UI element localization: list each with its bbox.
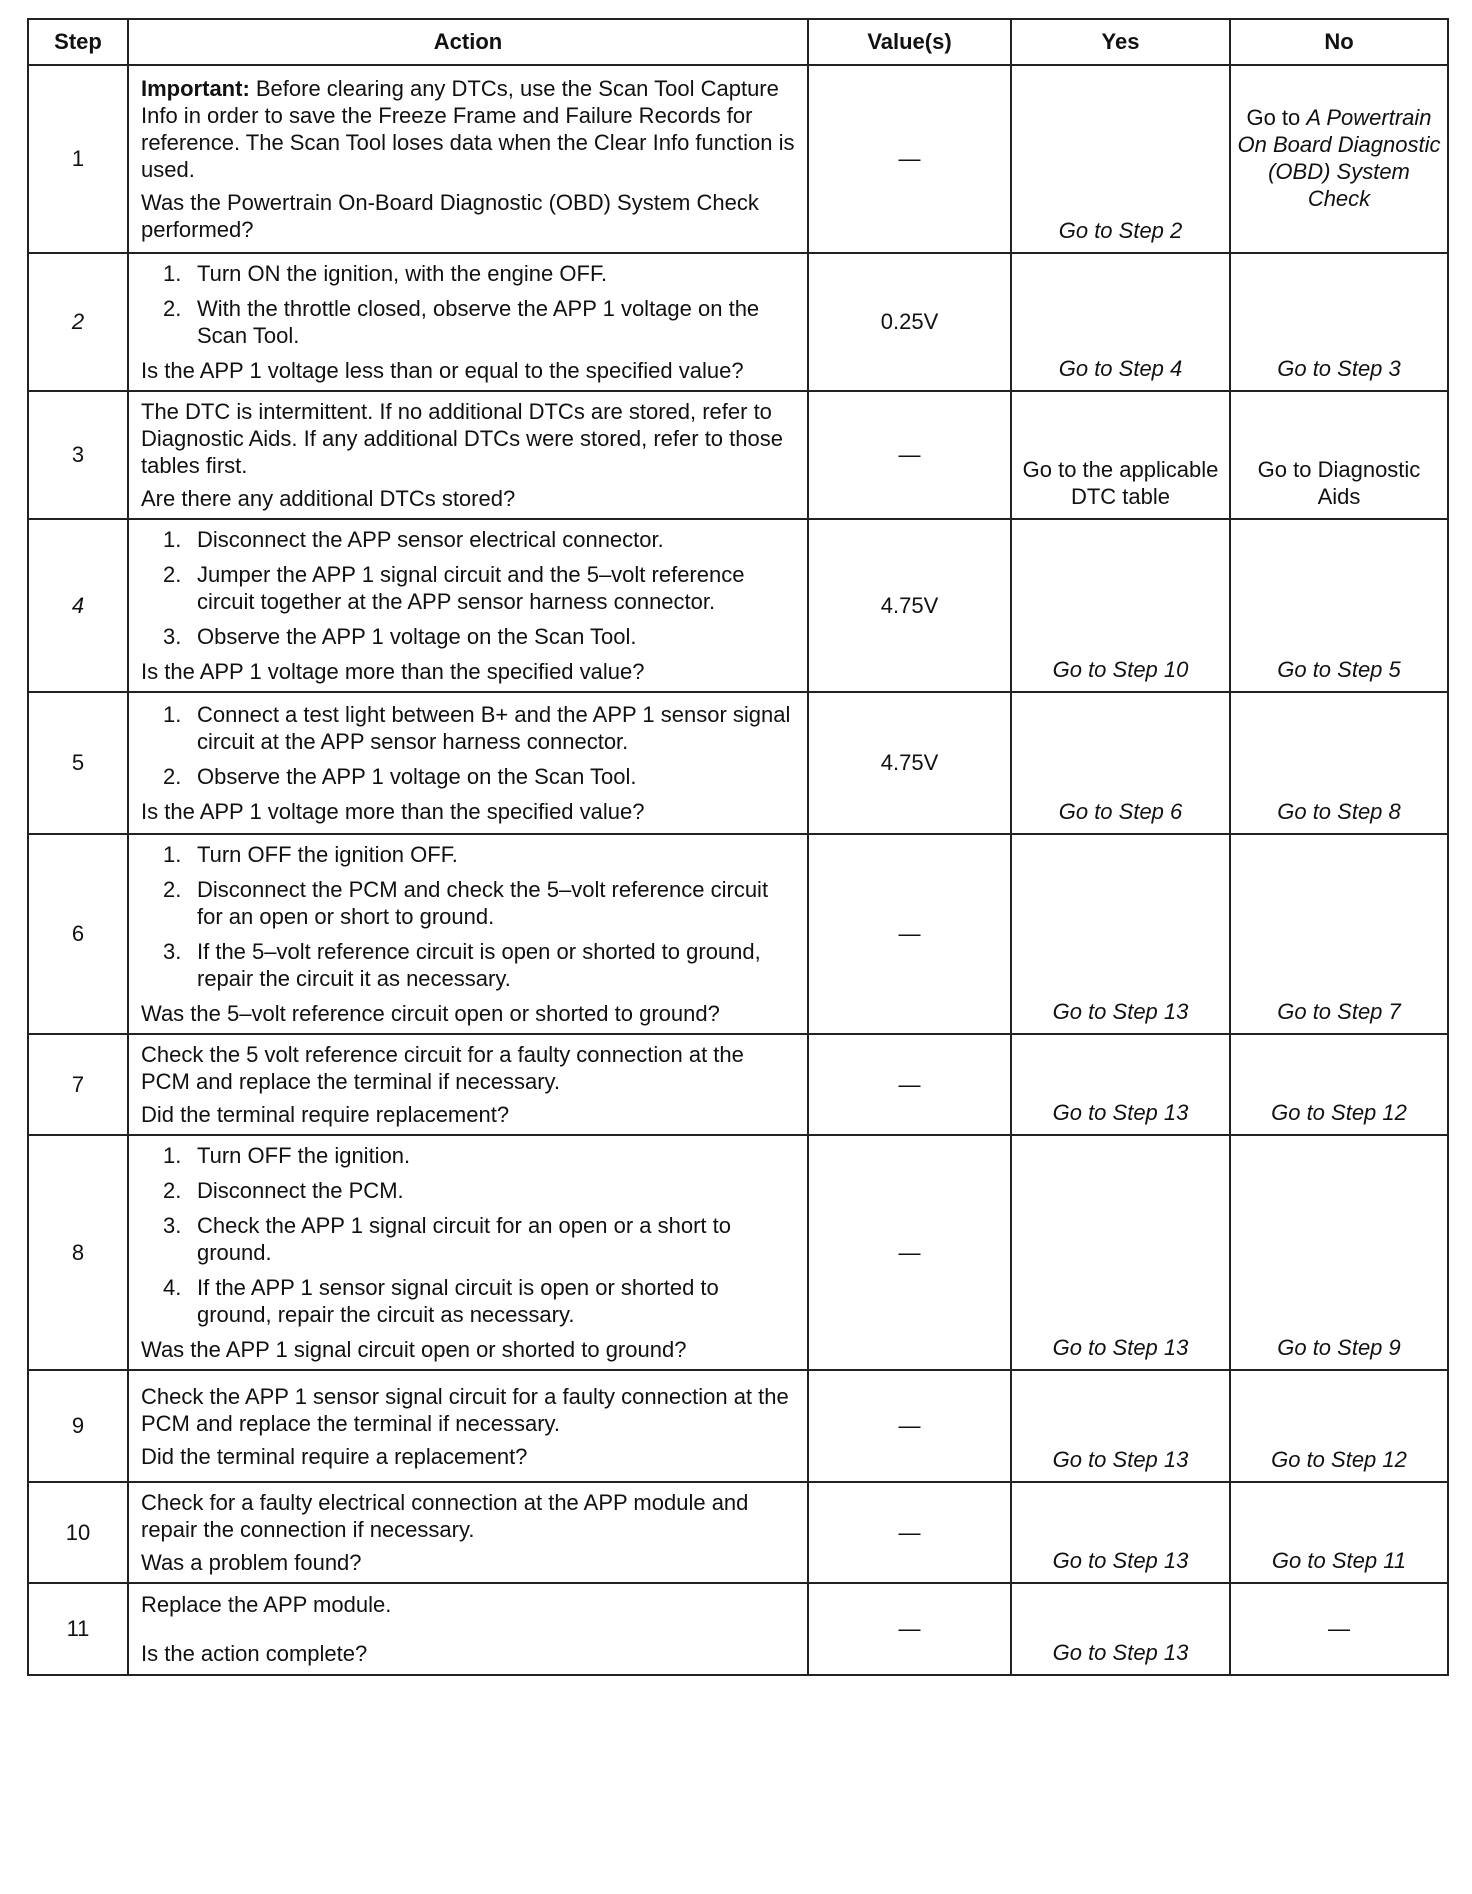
- yes-cell: Go to Step 6: [1011, 692, 1230, 834]
- no-cell: Go to Diagnostic Aids: [1230, 391, 1448, 519]
- no-cell: Go to Step 12: [1230, 1034, 1448, 1135]
- step-number: 11: [28, 1583, 128, 1675]
- step-number: 2: [28, 253, 128, 391]
- step-number: 1: [28, 65, 128, 253]
- step-number: 7: [28, 1034, 128, 1135]
- action-step: 2. With the throttle closed, observe the APP 1 voltage on the Scan Tool.: [163, 296, 760, 348]
- table-row: [28, 391, 1448, 519]
- step-number: 10: [28, 1482, 128, 1583]
- action-steps: [141, 526, 795, 650]
- action-cell: [128, 1583, 808, 1675]
- yes-cell: Go to Step 2: [1011, 65, 1230, 253]
- action-cell: [128, 65, 808, 253]
- action-intro: [141, 75, 795, 183]
- action-question: Did the terminal require replacement?: [141, 1102, 510, 1127]
- action-cell: [128, 834, 808, 1034]
- action-cell: [128, 1370, 808, 1482]
- action-question: Was a problem found?: [141, 1550, 362, 1575]
- action-cell: [128, 253, 808, 391]
- no-cell: Go to Step 3: [1230, 253, 1448, 391]
- action-steps: [141, 260, 795, 349]
- action-intro: Check for a faulty electrical connection at the APP module and repair the connection if necessary.: [141, 1490, 749, 1542]
- action-question: Did the terminal require a replacement?: [141, 1443, 528, 1469]
- action-step: 2. Observe the APP 1 voltage on the Scan Tool.: [163, 764, 637, 789]
- value-cell: —: [808, 1135, 1011, 1370]
- no-cell: Go to Step 11: [1230, 1482, 1448, 1583]
- yes-cell: Go to Step 4: [1011, 253, 1230, 391]
- header-row: [28, 19, 1448, 65]
- action-steps: [141, 841, 795, 992]
- table-row: [28, 65, 1448, 253]
- step-number: 3: [28, 391, 128, 519]
- header-step: Step: [28, 19, 128, 65]
- table-row: [28, 834, 1448, 1034]
- action-question: Is the APP 1 voltage more than the specified value?: [141, 659, 645, 684]
- value-cell: —: [808, 1034, 1011, 1135]
- header-yes: Yes: [1011, 19, 1230, 65]
- table-row: [28, 253, 1448, 391]
- action-intro: Check the 5 volt reference circuit for a faulty connection at the PCM and replace the terminal if necessary.: [141, 1042, 744, 1094]
- action-intro: Replace the APP module.: [141, 1592, 392, 1617]
- action-question: Are there any additional DTCs stored?: [141, 486, 516, 511]
- action-step: 1. Turn OFF the ignition.: [163, 1143, 411, 1168]
- no-cell: Go to Step 12: [1230, 1370, 1448, 1482]
- no-cell: Go to Step 8: [1230, 692, 1448, 834]
- table-row: [28, 692, 1448, 834]
- diagnostic-table: [27, 18, 1449, 1676]
- yes-cell: Go to Step 13: [1011, 1135, 1230, 1370]
- step-number: 6: [28, 834, 128, 1034]
- header-values: Value(s): [808, 19, 1011, 65]
- action-step: 3. Observe the APP 1 voltage on the Scan Tool.: [163, 624, 637, 649]
- value-cell: —: [808, 1370, 1011, 1482]
- value-cell: —: [808, 65, 1011, 253]
- no-cell: [1230, 65, 1448, 253]
- no-cell: Go to Step 5: [1230, 519, 1448, 692]
- no-cell: —: [1230, 1583, 1448, 1675]
- step-number: 4: [28, 519, 128, 692]
- yes-cell: Go to Step 13: [1011, 1370, 1230, 1482]
- action-steps: [141, 701, 795, 790]
- value-cell: —: [808, 1482, 1011, 1583]
- yes-cell: Go to Step 13: [1011, 1583, 1230, 1675]
- action-steps: [141, 1142, 795, 1328]
- table-row: [28, 1583, 1448, 1675]
- table-row: [28, 1034, 1448, 1135]
- no-cell: Go to Step 7: [1230, 834, 1448, 1034]
- no-link: A Powertrain On Board Diagnostic (OBD) System Check: [1237, 105, 1441, 211]
- action-step: 2. Disconnect the PCM and check the 5–volt reference circuit for an open or short to ground.: [163, 877, 769, 929]
- action-cell: [128, 391, 808, 519]
- table-row: [28, 1135, 1448, 1370]
- yes-cell: Go to Step 10: [1011, 519, 1230, 692]
- action-step: 3. Check the APP 1 signal circuit for an open or a short to ground.: [163, 1213, 732, 1265]
- no-prefix: Go to: [1246, 105, 1307, 130]
- action-step: 2. Disconnect the PCM.: [163, 1178, 404, 1203]
- action-intro: Check the APP 1 sensor signal circuit for a faulty connection at the PCM and replace the terminal if necessary.: [141, 1383, 789, 1436]
- header-action: Action: [128, 19, 808, 65]
- action-question: Is the APP 1 voltage more than the specified value?: [141, 799, 645, 824]
- step-number: 9: [28, 1370, 128, 1482]
- table-row: [28, 519, 1448, 692]
- value-cell: —: [808, 1583, 1011, 1675]
- action-step: 4. If the APP 1 sensor signal circuit is open or shorted to ground, repair the circuit as necessary.: [163, 1275, 719, 1327]
- table-row: [28, 1482, 1448, 1583]
- action-step: 1. Turn OFF the ignition OFF.: [163, 842, 458, 867]
- action-question: Is the action complete?: [141, 1641, 368, 1666]
- action-step: 1. Turn ON the ignition, with the engine OFF.: [163, 261, 608, 286]
- header-no: No: [1230, 19, 1448, 65]
- action-question: Was the APP 1 signal circuit open or shorted to ground?: [141, 1337, 687, 1362]
- action-step: 1. Disconnect the APP sensor electrical connector.: [163, 527, 664, 552]
- action-cell: [128, 1034, 808, 1135]
- action-question: Was the 5–volt reference circuit open or shorted to ground?: [141, 1001, 720, 1026]
- no-cell: Go to Step 9: [1230, 1135, 1448, 1370]
- action-question: Is the APP 1 voltage less than or equal to the specified value?: [141, 358, 744, 383]
- yes-cell: Go to Step 13: [1011, 834, 1230, 1034]
- action-step: 1. Connect a test light between B+ and the APP 1 sensor signal circuit at the APP sensor harness connector.: [163, 702, 791, 754]
- value-cell: —: [808, 391, 1011, 519]
- step-number: 8: [28, 1135, 128, 1370]
- yes-cell: Go to Step 13: [1011, 1034, 1230, 1135]
- action-cell: [128, 1135, 808, 1370]
- value-cell: 4.75V: [808, 519, 1011, 692]
- action-cell: [128, 1482, 808, 1583]
- action-question: Was the Powertrain On-Board Diagnostic (OBD) System Check performed?: [141, 190, 759, 242]
- action-step: 3. If the 5–volt reference circuit is open or shorted to ground, repair the circuit it as necessary.: [163, 939, 761, 991]
- action-cell: [128, 692, 808, 834]
- action-cell: [128, 519, 808, 692]
- step-number: 5: [28, 692, 128, 834]
- important-label: Important:: [141, 76, 250, 101]
- yes-cell: Go to Step 13: [1011, 1482, 1230, 1583]
- table-row: [28, 1370, 1448, 1482]
- value-cell: —: [808, 834, 1011, 1034]
- action-step: 2. Jumper the APP 1 signal circuit and the 5–volt reference circuit together at the APP sensor harness connector.: [163, 562, 745, 614]
- action-intro-text: Before clearing any DTCs, use the Scan Tool Capture Info in order to save the Freeze Frame and Failure Records for reference. The Scan Tool loses data when the Clear Info function is used.: [141, 76, 795, 182]
- action-intro: The DTC is intermittent. If no additional DTCs are stored, refer to Diagnostic Aids. If any additional DTCs were stored, refer to those tables first.: [141, 399, 783, 478]
- value-cell: 4.75V: [808, 692, 1011, 834]
- value-cell: 0.25V: [808, 253, 1011, 391]
- yes-cell: Go to the applicable DTC table: [1011, 391, 1230, 519]
